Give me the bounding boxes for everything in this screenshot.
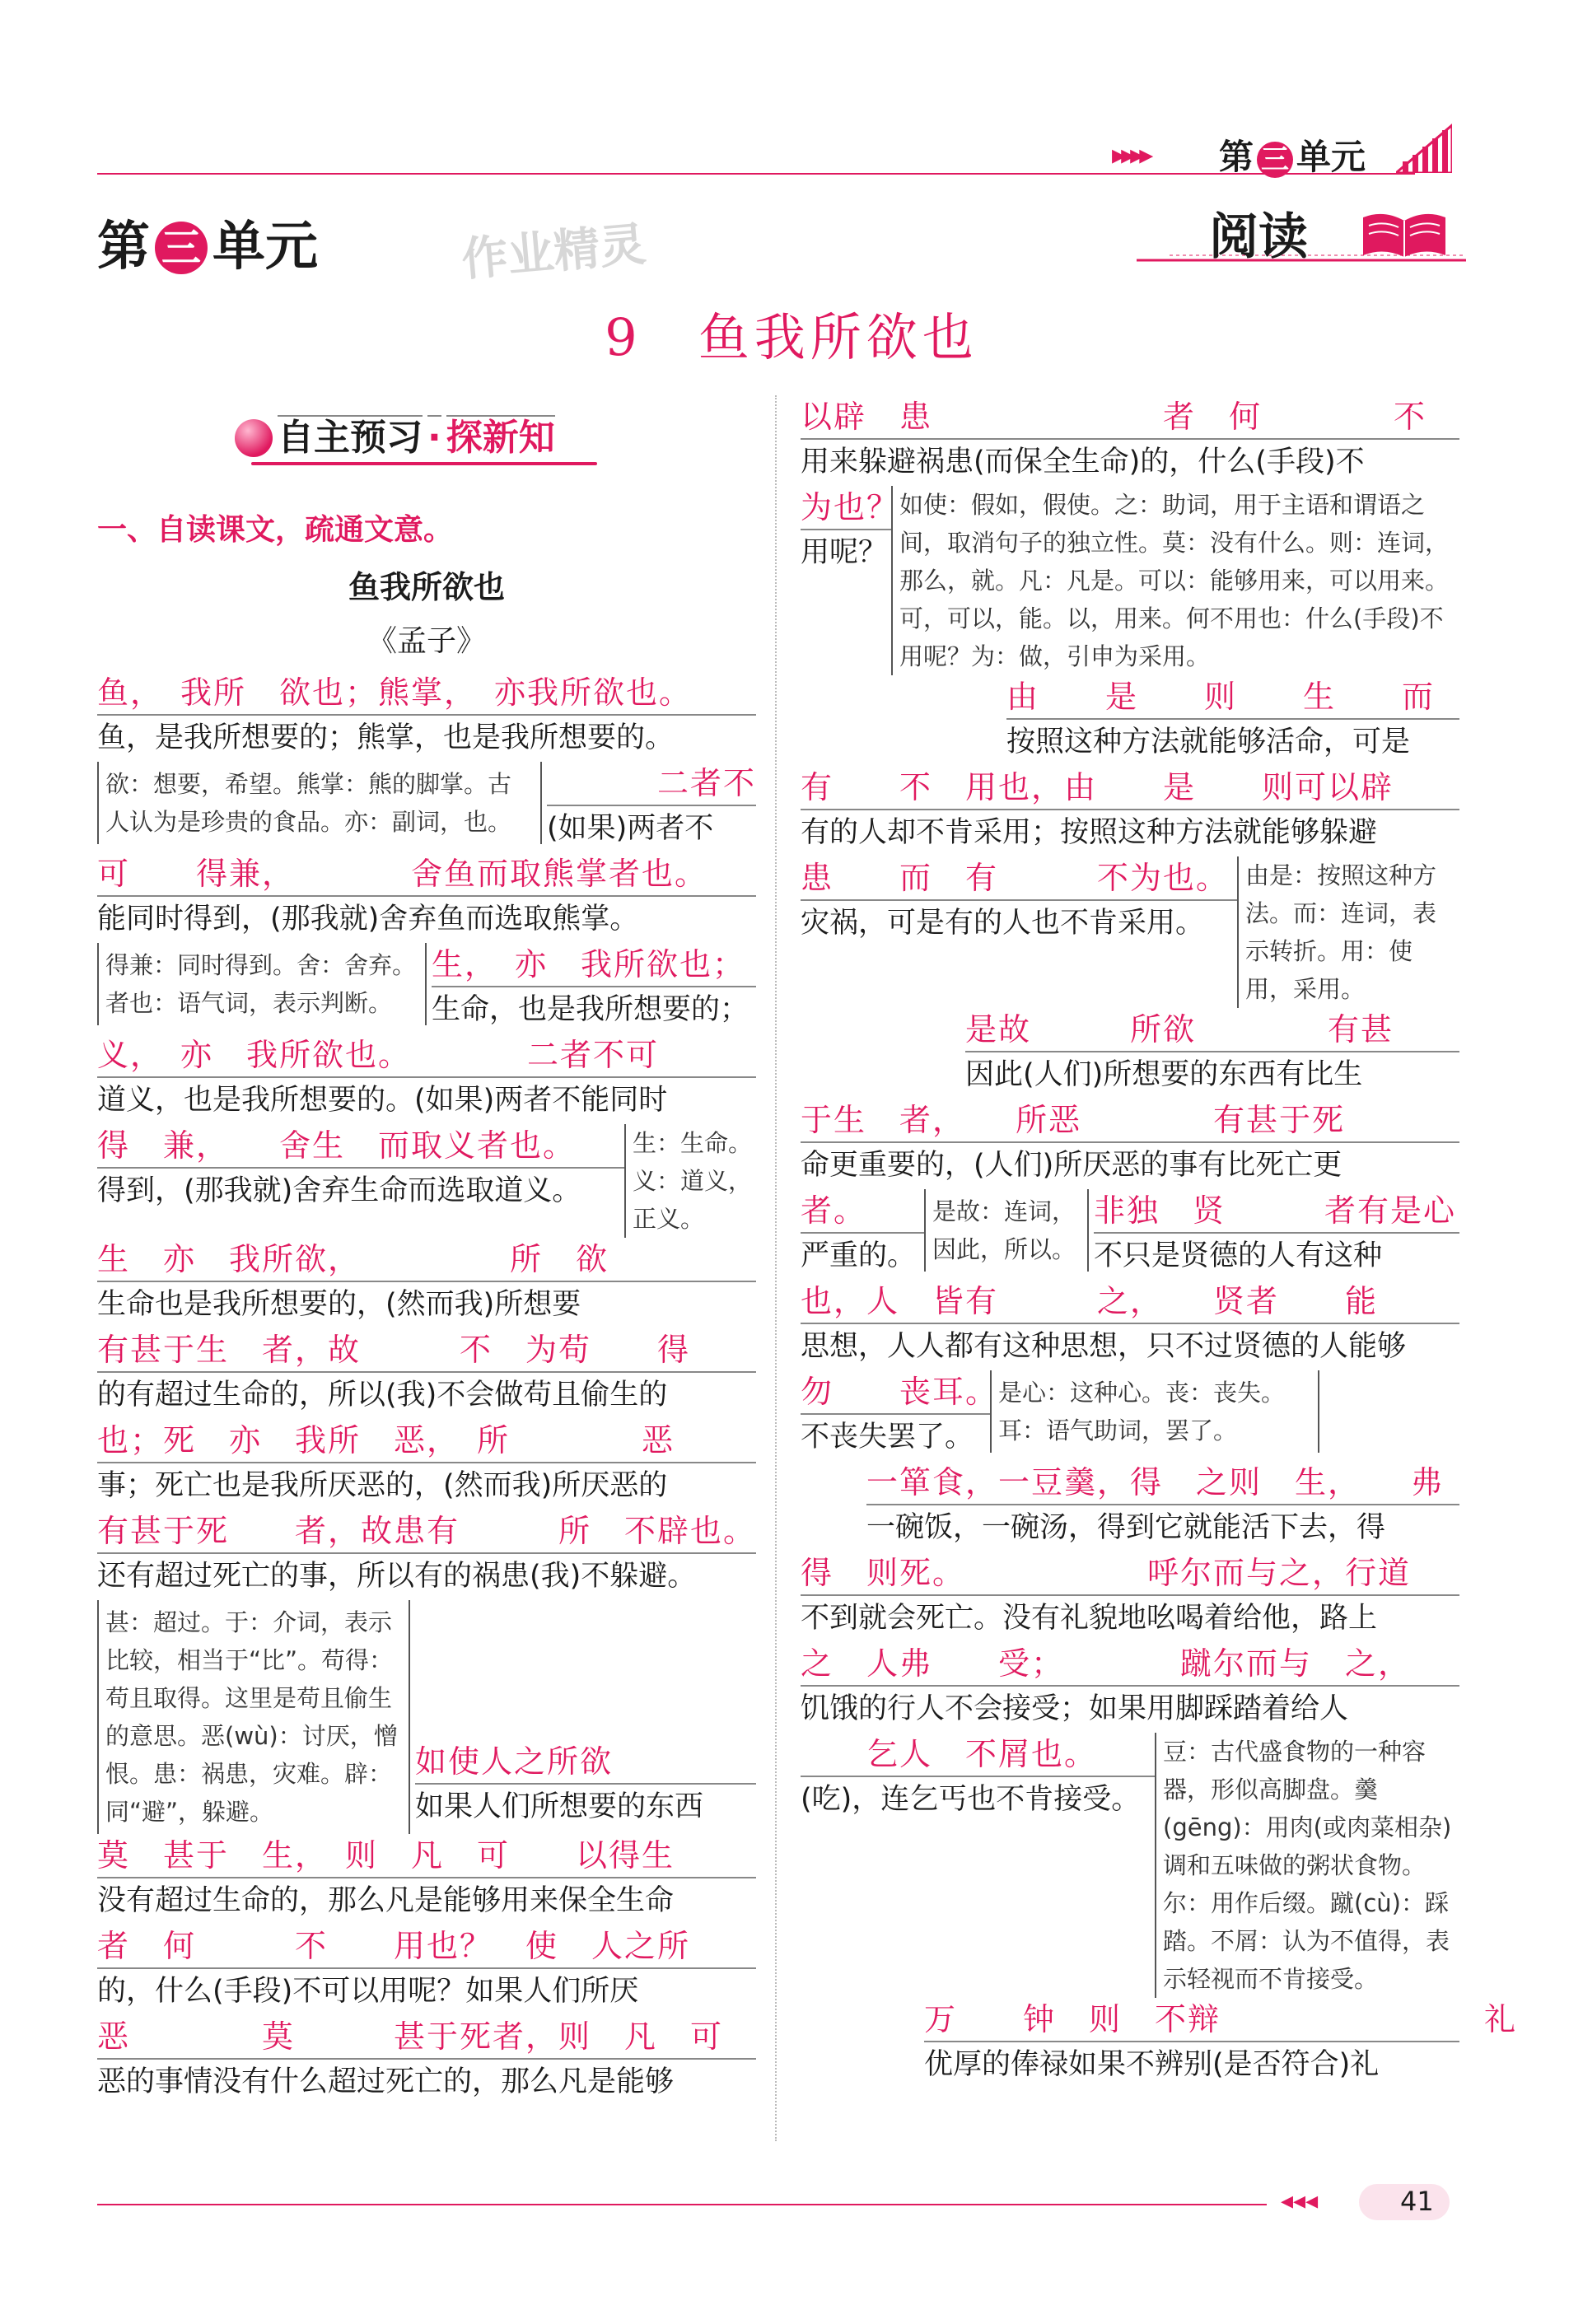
translation-line: 有的人却不肯采用；按照这种方法就能够躲避: [801, 809, 1459, 856]
annotation-note: 是故：连词，因此，所以。: [924, 1189, 1089, 1272]
original-line: 者 何 不 用也？ 使 人之所: [97, 1928, 691, 1964]
original-line: 义， 亦 我所欲也。 二者不可: [97, 1037, 660, 1073]
unit-title-suffix: 单元: [212, 217, 318, 278]
header-unit-number: 三: [1257, 142, 1293, 178]
header-rule: [97, 173, 1415, 175]
original-line: 乞人 不屑也。: [866, 1736, 1098, 1772]
translation-line: (如果)两者不: [547, 805, 756, 852]
watermark: 作业精灵: [459, 217, 648, 287]
section-heading: 一、自读课文，疏通文意。: [97, 513, 454, 547]
original-line: 由 是 则 生 而: [1006, 679, 1436, 715]
translation-line: 事；死亡也是我所厌恶的，(然而我)所厌恶的: [97, 1462, 756, 1510]
original-line: 鱼， 我所 欲也；熊掌， 亦我所欲也。: [97, 674, 693, 711]
original-line: 勿 丧耳。: [801, 1374, 999, 1410]
header-unit-suffix: 单元: [1296, 137, 1366, 177]
original-line: 之 人弗 受； 蹴尔而与 之，: [801, 1645, 1412, 1682]
translation-line: (吃)，连乞丐也不肯接受。: [801, 1776, 1155, 1823]
original-line: 有 不 用也，由 是 则可以辟: [801, 769, 1394, 805]
translation-line: 不只是贤德的人有这种: [1094, 1232, 1459, 1280]
translation-line: 能同时得到，(那我就)舍弃鱼而选取熊掌。: [97, 895, 756, 943]
preview-badge: [235, 416, 555, 460]
translation-line: 恶的事情没有什么超过死亡的，那么凡是能够: [97, 2058, 756, 2106]
badge-part2: 探新知: [446, 417, 555, 459]
translation-line: 灾祸，可是有的人也不肯采用。: [801, 899, 1237, 947]
note-row: [801, 856, 1459, 1008]
translation-line: 用呢？: [801, 529, 891, 576]
right-column: [801, 395, 1518, 2088]
original-line: 也；死 亦 我所 恶， 所 恶: [97, 1422, 675, 1458]
translation-line: 不丧失罢了。: [801, 1413, 990, 1461]
translation-line: 的，什么(手段)不可以用呢？如果人们所厌: [97, 1967, 756, 2015]
note-row: [97, 1124, 756, 1238]
section-label: 阅读: [1209, 208, 1308, 266]
note-row: [801, 1370, 1459, 1461]
translation-line: 命更重要的，(人们)所厌恶的事有比死亡更: [801, 1141, 1459, 1189]
footer-arrows: ◂◂◂: [1281, 2186, 1319, 2215]
page-number: 41: [1400, 2186, 1434, 2217]
annotation-note: 生：生命。义：道义，正义。: [624, 1124, 756, 1238]
note-row: [97, 762, 756, 852]
annotation-note: 如使：假如，假使。之：助词，用于主语和谓语之间，取消句子的独立性。莫：没有什么。则：连词，那么，就。凡：凡是。可以：能够用来，可以用来。可，可以，能。以，用来。何不用也：什么(手段)不用呢？为：做，引申为采用。: [891, 486, 1459, 675]
translation-line: 按照这种方法就能够活命，可是: [1006, 718, 1459, 766]
original-line: 可 得兼， 舍鱼而取熊掌者也。: [97, 856, 708, 892]
footer-rule: [97, 2204, 1267, 2205]
original-line: 以辟 患 者 何 不: [801, 399, 1427, 435]
original-line: 莫 甚于 生， 则 凡 可 以得生: [97, 1837, 675, 1874]
translation-line: 用来躲避祸患(而保全生命)的，什么(手段)不: [801, 438, 1459, 486]
translation-line: 一碗饭，一碗汤，得到它就能活下去，得: [866, 1504, 1459, 1552]
text-author: 《孟子》: [367, 624, 486, 658]
translation-line: 道义，也是我所想要的。(如果)两者不能同时: [97, 1076, 756, 1124]
badge-dot: ·: [427, 417, 441, 459]
original-line: 二者不: [656, 765, 756, 801]
lesson-title: 9 鱼我所欲也: [605, 307, 978, 367]
original-line: 一箪食，一豆羹，得 之则 生， 弗: [866, 1464, 1445, 1500]
original-line: 生， 亦 我所欲也；: [432, 946, 746, 982]
note-row: [97, 1600, 756, 1834]
translation-line: 鱼，是我所想要的；熊掌，也是我所想要的。: [97, 714, 756, 762]
column-divider: [775, 395, 777, 2141]
original-line: 为也？: [801, 489, 900, 525]
translation-line: 思想，人人都有这种思想，只不过贤德的人能够: [801, 1323, 1459, 1370]
original-line: 得 兼， 舍生 而取义者也。: [97, 1127, 577, 1164]
original-line: 如使人之所欲: [415, 1743, 614, 1780]
translation-line: 如果人们所想要的东西: [415, 1783, 756, 1831]
translation-line: 饥饿的行人不会接受；如果用脚踩踏着给人: [801, 1685, 1459, 1733]
line-pair: [97, 671, 756, 762]
note-row: [801, 1733, 1459, 1998]
translation-line: 的有超过生命的，所以(我)不会做苟且偷生的: [97, 1371, 756, 1419]
translation-line: 优厚的俸禄如果不辨别(是否符合)礼: [924, 2041, 1459, 2088]
unit-title: [97, 204, 318, 280]
annotation-note: 得兼：同时得到。舍：舍弃。者也：语气词，表示判断。: [97, 943, 427, 1025]
original-line: 是故 所欲 有甚: [965, 1011, 1394, 1048]
original-line: 者。: [801, 1192, 867, 1229]
text-title: 鱼我所欲也: [348, 569, 505, 605]
annotation-note: 欲：想要，希望。熊掌：熊的脚掌。古人认为是珍贵的食品。亦：副词，也。: [97, 762, 542, 844]
original-line: 非独 贤 者有是心: [1094, 1192, 1457, 1229]
translation-line: 没有超过生命的，那么凡是能够用来保全生命: [97, 1877, 756, 1925]
note-row: [801, 1189, 1459, 1280]
original-line: 有甚于死 者，故患有 所 不辟也。: [97, 1513, 757, 1549]
annotation-note: 豆：古代盛食物的一种容器，形似高脚盘。羹(gēng)：用肉(或肉菜相杂)调和五味做的粥状食物。尔：用作后缀。蹴(cù)：踩踏。不屑：认为不值得，表示轻视而不肯接受。: [1155, 1733, 1459, 1998]
translation-line: 得到，(那我就)舍弃生命而选取道义。: [97, 1167, 624, 1215]
original-line: 恶 莫 甚于死者，则 凡 可: [97, 2018, 724, 2055]
annotation-note: 由是：按照这种方法。而：连词，表示转折。用：使用，采用。: [1237, 856, 1459, 1008]
original-line: 也，人 皆有 之， 贤者 能: [801, 1283, 1379, 1319]
header-arrows: ▸▸▸▸: [1112, 138, 1149, 171]
header-unit-prefix: 第: [1219, 137, 1254, 177]
translation-line: 还有超过死亡的事，所以有的祸患(我)不躲避。: [97, 1552, 756, 1600]
signal-bars-icon: [1396, 124, 1452, 173]
translation-line: 生命也是我所想要的，(然而我)所想要: [97, 1281, 756, 1328]
translation-line: 生命，也是我所想要的；: [432, 986, 756, 1034]
translation-line: 不到就会死亡。没有礼貌地吆喝着给他，路上: [801, 1594, 1459, 1642]
original-line: 患 而 有 不为也。: [801, 860, 1230, 896]
left-column: [97, 671, 756, 2106]
original-line: 于生 者， 所恶 有甚于死: [801, 1102, 1346, 1138]
translation-line: 因此(人们)所想要的东西有比生: [965, 1051, 1459, 1099]
header-unit-label: [1219, 130, 1366, 180]
note-row: [97, 943, 756, 1034]
original-line: 得 则死。 呼尔而与之，行道: [801, 1555, 1412, 1591]
annotation-note: 是心：这种心。丧：丧失。耳：语气助词，罢了。: [990, 1370, 1319, 1453]
unit-title-prefix: 第: [97, 217, 150, 278]
annotation-note: 甚：超过。于：介词，表示比较，相当于“比”。苟得：苟且取得。这里是苟且偷生的意思。恶(wù)：讨厌，憎恨。患：祸患，灾难。辟：同“避”，躲避。: [97, 1600, 410, 1834]
translation-line: 严重的。: [801, 1232, 924, 1280]
unit-title-number: 三: [155, 222, 208, 274]
badge-part1: 自主预习: [278, 417, 423, 459]
original-line: 生 亦 我所欲， 所 欲: [97, 1241, 609, 1277]
note-row: [801, 486, 1459, 675]
ball-icon: [235, 419, 273, 457]
original-line: 万 钟 则 不辩 礼: [924, 2001, 1518, 2037]
original-line: 有甚于生 者，故 不 为苟 得: [97, 1332, 691, 1368]
open-book-icon: [1359, 209, 1450, 259]
badge-underline: [251, 462, 597, 465]
